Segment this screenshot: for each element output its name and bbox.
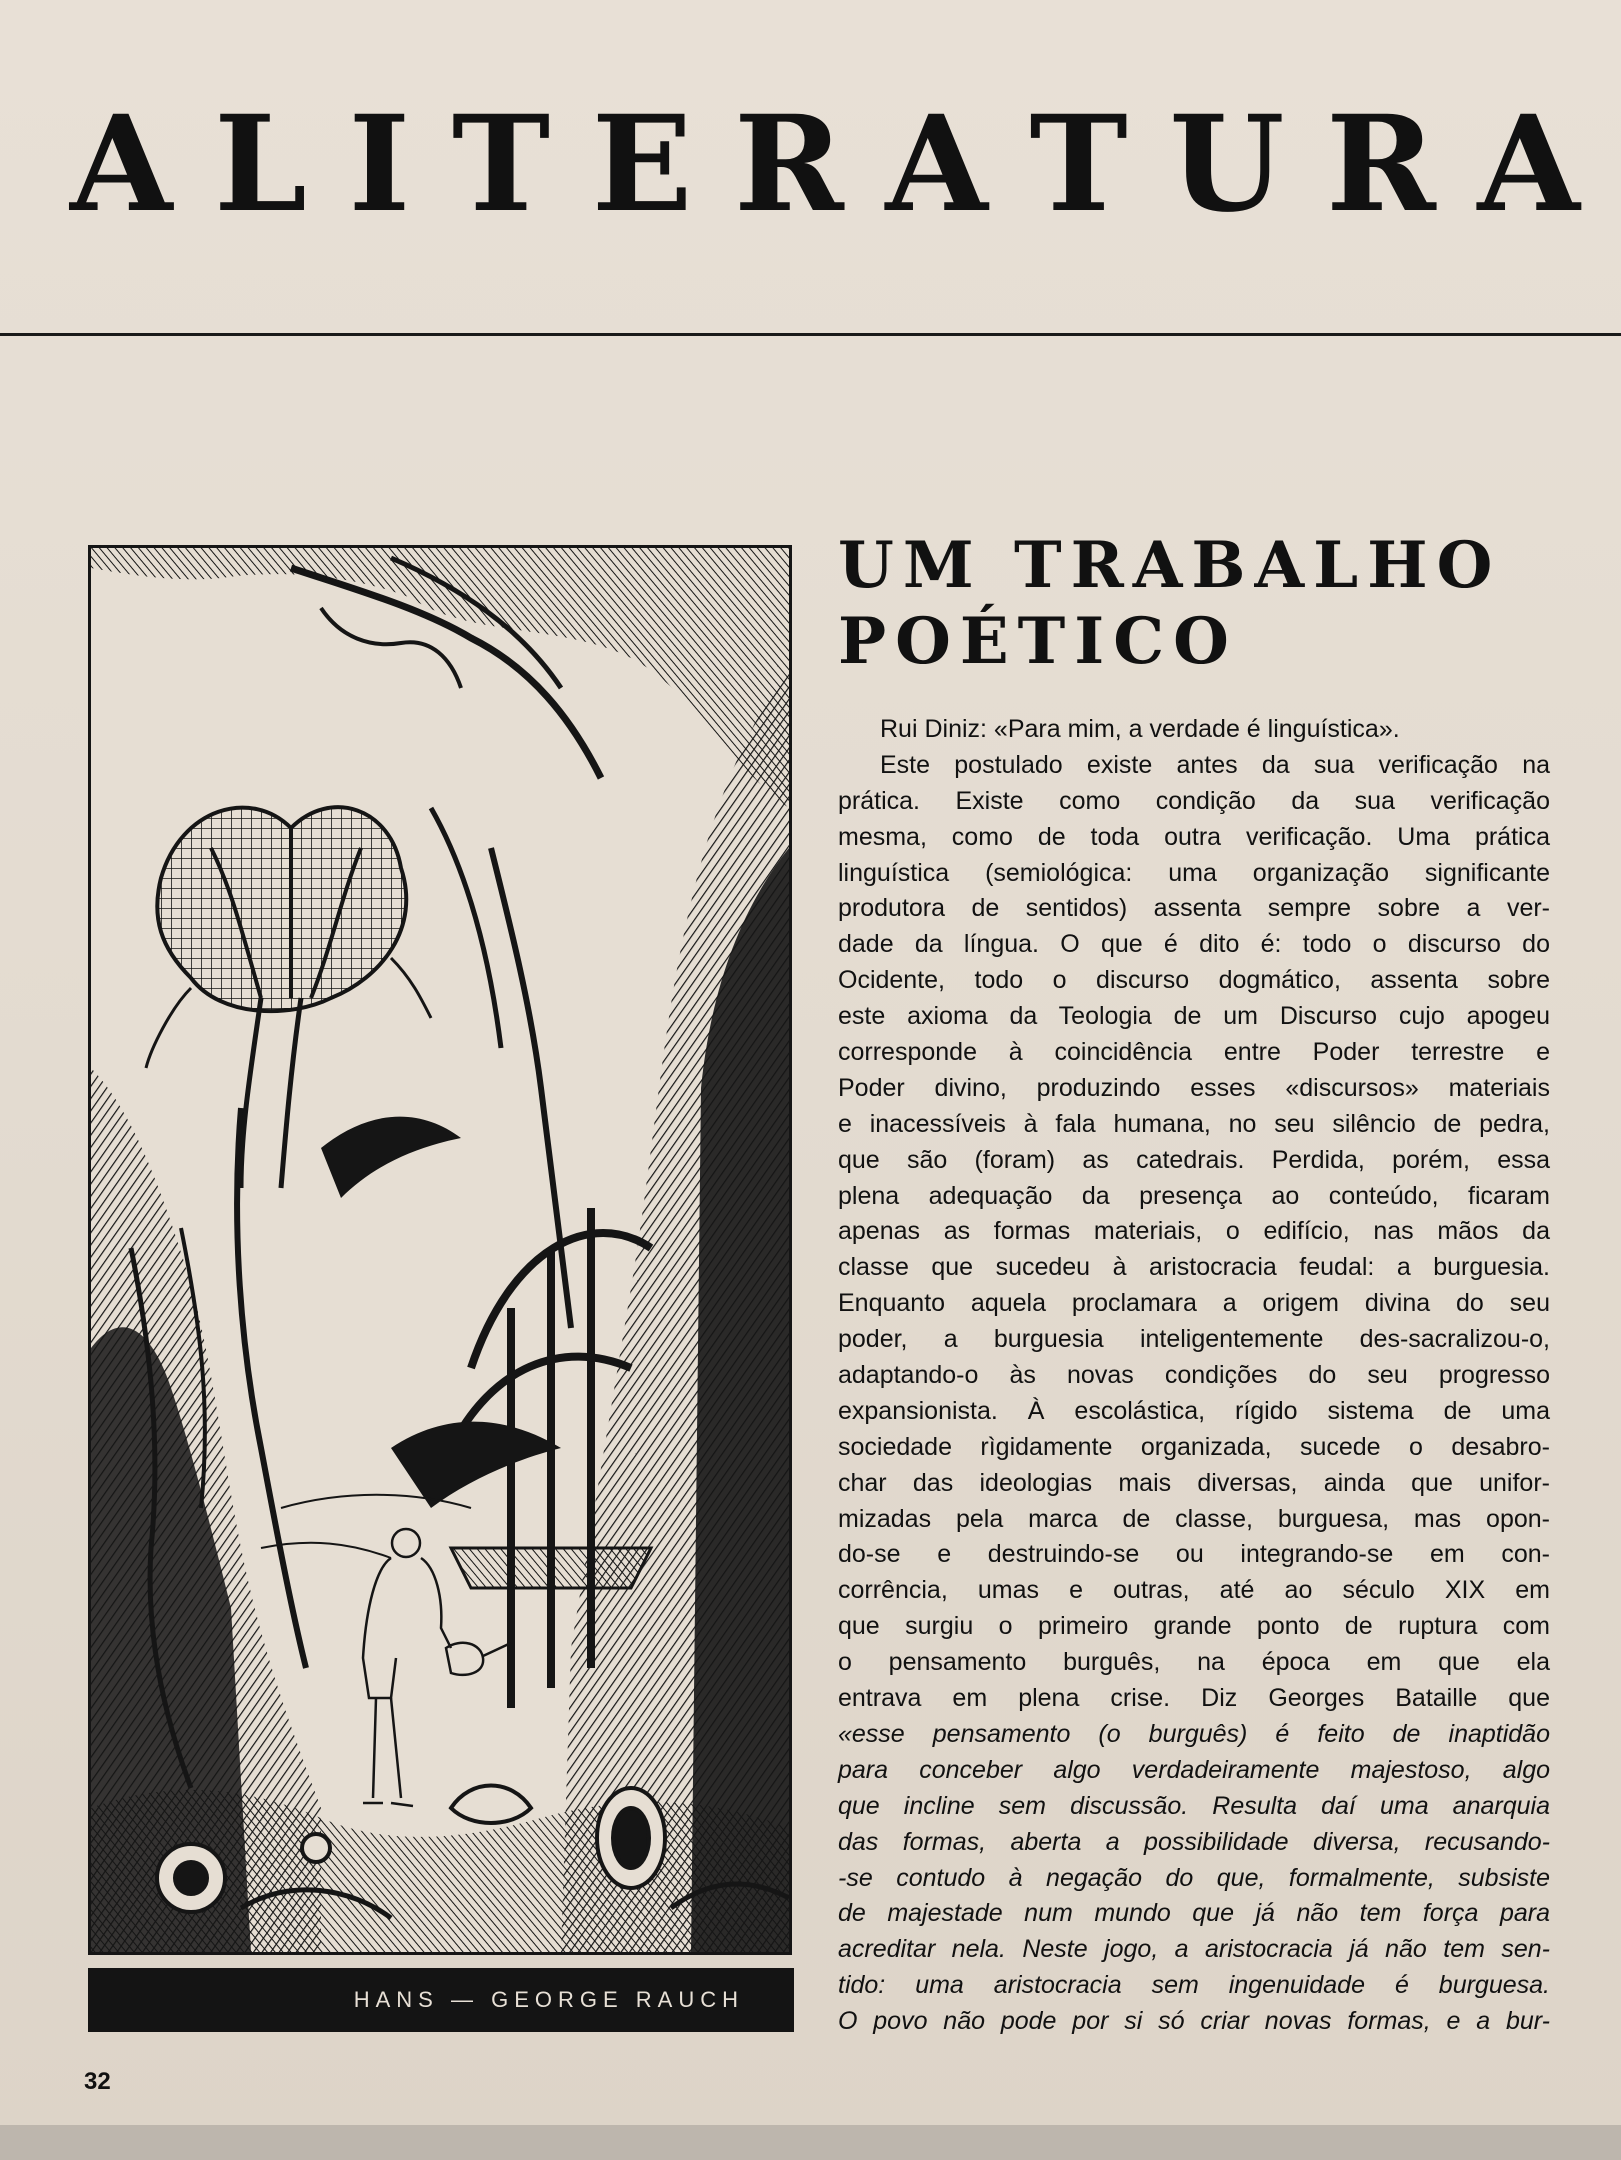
illustration-credit: HANS — GEORGE RAUCH [353,1987,744,2012]
article-title-line: POÉTICO [838,604,1238,679]
header-letter: L [214,87,307,242]
body-line: «esse pensamento (o burguês) é feito de inaptidão [838,1719,1550,1748]
body-line: classe que sucedeu à aristocracia feudal: a burguesia. [838,1253,1550,1282]
body-line: char das ideologias mais diversas, ainda que unifor- [838,1468,1550,1497]
header-letter: A [885,87,988,242]
body-line: prática. Existe como condição da sua verificação [838,786,1550,815]
body-line: corresponde à coincidência entre Poder terrestre e [838,1038,1550,1067]
header-letter: T [1029,87,1128,242]
body-line: mesma, como de toda outra verificação. Uma prática [838,822,1550,851]
body-line: tido: uma aristocracia sem ingenuidade é burguesa. [838,1971,1550,2000]
body-line: expansionista. À escolástica, rígido sistema de uma [838,1396,1550,1425]
body-line: apenas as formas materiais, o edifício, nas mãos da [838,1217,1550,1246]
header-letter: U [1169,87,1285,242]
body-line: O povo não pode por si só criar novas formas, e a bur- [838,2007,1550,2036]
article-body [838,712,1550,2040]
body-line: e inacessíveis à fala humana, no seu silêncio de pedra, [838,1109,1550,1138]
body-line: este axioma da Teologia de um Discurso cujo apogeu [838,1002,1550,1031]
body-line: acreditar nela. Neste jogo, a aristocracia já não tem sen- [838,1935,1550,1964]
body-line: plena adequação da presença ao conteúdo, ficaram [838,1181,1550,1210]
header-letter: R [1326,87,1436,242]
body-line: que são (foram) as catedrais. Perdida, porém, essa [838,1145,1550,1174]
body-line: poder, a burguesia inteligentemente des-sacralizou-o, [838,1325,1550,1354]
body-line: adaptando-o às novas condições do seu progresso [838,1361,1550,1390]
body-line: que surgiu o primeiro grande ponto de ruptura com [838,1612,1550,1641]
header-letter: A [70,87,173,242]
body-line: sociedade rìgidamente organizada, sucede o desabro- [838,1432,1550,1461]
header-letter: R [734,87,844,242]
body-line: o pensamento burguês, na época em que ela [838,1648,1550,1677]
page-number: 32 [84,2068,111,2095]
scan-edge [0,2125,1621,2160]
body-line: corrência, umas e outras, até ao século XIX em [838,1576,1550,1605]
body-line: Ocidente, todo o discurso dogmático, assenta sobre [838,966,1550,995]
body-line: Rui Diniz: «Para mim, a verdade é linguística». [880,715,1400,743]
header-letter: I [348,87,411,242]
illustration-caption [88,1968,794,2032]
header-letter: T [451,87,551,242]
body-line: -se contudo à negação do que, formalmente, subsiste [838,1863,1550,1892]
body-line: que incline sem discussão. Resulta daí uma anarquia [838,1791,1550,1820]
body-line: mizadas pela marca de classe, burguesa, mas opon- [838,1504,1550,1533]
article-title [838,528,1558,680]
body-line: dade da língua. O que é dito é: todo o discurso do [838,930,1550,959]
body-line: Este postulado existe antes da sua verificação na [880,750,1550,779]
body-line: para conceber algo verdadeiramente majestoso, algo [838,1755,1550,1784]
engraving-illustration [88,545,792,1955]
body-line: do-se e destruindo-se ou integrando-se em con- [838,1540,1550,1569]
body-line: de majestade num mundo que já não tem força para [838,1899,1550,1928]
body-line: produtora de sentidos) assenta sempre sobre a ver- [838,894,1550,923]
body-line: linguística (semiológica: uma organização significante [838,858,1550,887]
header-divider [0,333,1621,336]
body-line: das formas, aberta a possibilidade diversa, recusando- [838,1827,1550,1856]
article-title-line: UM TRABALHO [838,528,1502,603]
body-line: Enquanto aquela proclamara a origem divina do seu [838,1289,1550,1318]
header-letter: A [1477,87,1580,242]
header-letter: E [591,87,693,242]
body-line: Poder divino, produzindo esses «discursos» materiais [838,1073,1550,1102]
body-line: entrava em plena crise. Diz Georges Bataille que [838,1684,1550,1713]
section-header-title [70,87,1580,242]
